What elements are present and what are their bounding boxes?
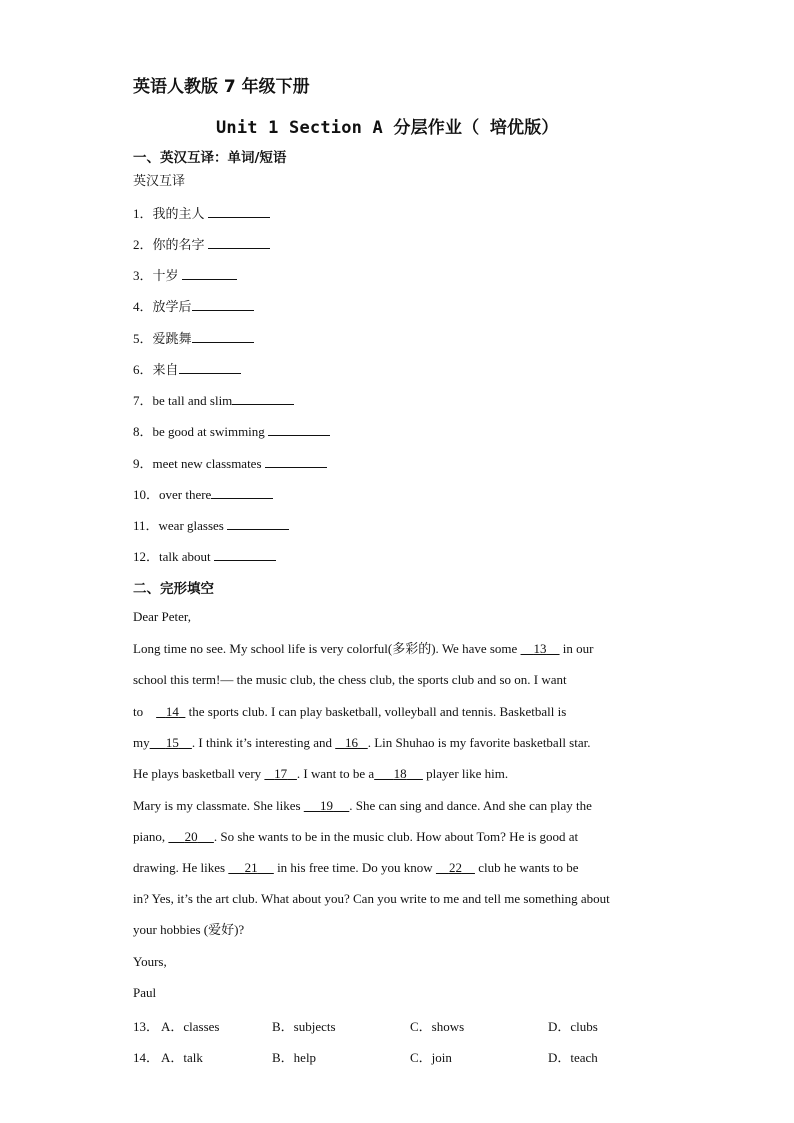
translation-item: 8．be good at swimming xyxy=(133,422,330,440)
cloze-blank-21[interactable]: 21 xyxy=(244,860,258,875)
passage-line: school this term!— the music club, the chess club, the sports club and so on. I want xyxy=(133,672,567,687)
section-1-subheading: 英汉互译 xyxy=(133,173,186,188)
cloze-blank-18[interactable]: 18 xyxy=(393,766,407,781)
translation-item: 1．我的主人 xyxy=(133,204,270,222)
option-b[interactable]: B．help xyxy=(272,1050,317,1065)
translation-item: 5．爱跳舞 xyxy=(133,329,254,347)
document-header: 英语人教版 7 年级下册 xyxy=(133,77,310,97)
option-c[interactable]: C．shows xyxy=(410,1019,465,1034)
answer-blank[interactable] xyxy=(182,266,237,280)
translation-item: 12．talk about xyxy=(133,547,276,565)
translation-item: 6．来自 xyxy=(133,360,241,378)
answer-blank[interactable] xyxy=(214,547,276,561)
cloze-blank-16[interactable]: 16 xyxy=(344,735,358,750)
translation-item: 2．你的名字 xyxy=(133,235,270,253)
section-2-heading: 二、完形填空 xyxy=(133,581,214,597)
answer-blank[interactable] xyxy=(192,297,254,311)
answer-blank[interactable] xyxy=(227,516,289,530)
answer-blank[interactable] xyxy=(208,204,270,218)
translation-item: 9．meet new classmates xyxy=(133,454,327,472)
passage-line: Mary is my classmate. She likes 19 . She can sing and dance. And she can play the xyxy=(133,798,592,813)
passage-line: to 14 the sports club. I can play basketball, volleyball and tennis. Basketball is xyxy=(133,704,567,719)
letter-signature: Paul xyxy=(133,985,157,1000)
passage-line: drawing. He likes 21 in his free time. Do you know 22 club he wants to be xyxy=(133,860,579,875)
option-a[interactable]: A．classes xyxy=(161,1019,220,1034)
section-1-heading: 一、英汉互译：单词/短语 xyxy=(133,150,287,166)
passage-line: Long time no see. My school life is very colorful(多彩的). We have some 13 in our xyxy=(133,641,594,656)
answer-blank[interactable] xyxy=(268,422,330,436)
passage-line: He plays basketball very 17 . I want to be a 18 player like him. xyxy=(133,766,509,781)
letter-closing: Yours, xyxy=(133,954,167,969)
cloze-blank-14[interactable]: 14 xyxy=(165,704,179,719)
translation-item: 11．wear glasses xyxy=(133,516,289,534)
cloze-blank-20[interactable]: 20 xyxy=(184,829,198,844)
answer-blank[interactable] xyxy=(192,329,254,343)
question-number: 13． xyxy=(133,1019,160,1034)
cloze-blank-22[interactable]: 22 xyxy=(448,860,462,875)
option-d[interactable]: D．clubs xyxy=(548,1019,598,1034)
document-title: Unit 1 Section A 分层作业（ 培优版） xyxy=(216,118,559,138)
passage-line: piano, 20 . So she wants to be in the music club. How about Tom? He is good at xyxy=(133,829,579,844)
translation-item: 4．放学后 xyxy=(133,297,254,315)
cloze-blank-19[interactable]: 19 xyxy=(320,798,334,813)
cloze-blank-13[interactable]: 13 xyxy=(533,641,547,656)
translation-item: 7．be tall and slim xyxy=(133,391,294,409)
option-a[interactable]: A．talk xyxy=(161,1050,203,1065)
option-d[interactable]: D．teach xyxy=(548,1050,598,1065)
question-number: 14． xyxy=(133,1050,160,1065)
cloze-blank-15[interactable]: 15 xyxy=(165,735,179,750)
answer-blank[interactable] xyxy=(265,454,327,468)
answer-blank[interactable] xyxy=(208,235,270,249)
translation-item: 10．over there xyxy=(133,485,273,503)
passage-line: your hobbies (爱好)? xyxy=(133,922,245,937)
passage-line: my 15 . I think it’s interesting and 16 . Lin Shuhao is my favorite basketball star. xyxy=(133,735,591,750)
letter-salutation: Dear Peter, xyxy=(133,609,191,624)
translation-item: 3．十岁 xyxy=(133,266,237,284)
answer-blank[interactable] xyxy=(232,391,294,405)
answer-blank[interactable] xyxy=(211,485,273,499)
option-c[interactable]: C．join xyxy=(410,1050,452,1065)
passage-line: in? Yes, it’s the art club. What about you? Can you write to me and tell me something about xyxy=(133,891,610,906)
answer-blank[interactable] xyxy=(179,360,241,374)
cloze-blank-17[interactable]: 17 xyxy=(274,766,288,781)
option-b[interactable]: B．subjects xyxy=(272,1019,336,1034)
